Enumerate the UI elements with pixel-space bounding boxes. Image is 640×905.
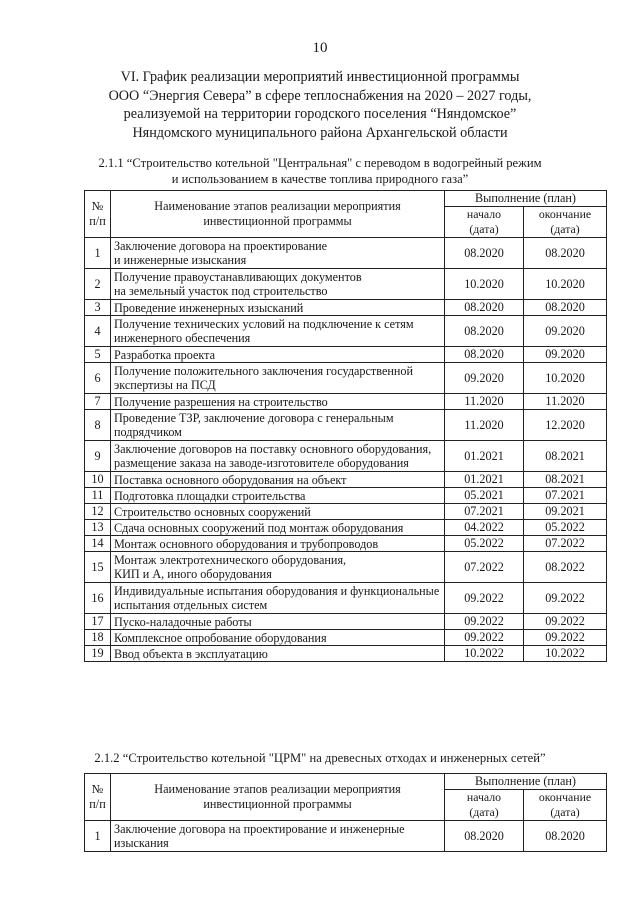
end-date: 08.2020: [524, 821, 607, 852]
stage-name: [111, 347, 445, 363]
stage-name: [111, 583, 445, 614]
row-number: 17: [85, 614, 111, 630]
start-date: 08.2020: [445, 238, 524, 269]
start-date: 09.2022: [445, 583, 524, 614]
table-row: [85, 363, 607, 394]
table-row: [85, 316, 607, 347]
start-date: 04.2022: [445, 520, 524, 536]
stage-name: [111, 316, 445, 347]
row-number: 1: [85, 238, 111, 269]
stage-name: [111, 536, 445, 552]
table-row: [85, 410, 607, 441]
row-number: 7: [85, 394, 111, 410]
end-date: 08.2021: [524, 472, 607, 488]
start-date: 05.2021: [445, 488, 524, 504]
end-date: 08.2021: [524, 441, 607, 472]
start-date: 08.2020: [445, 347, 524, 363]
end-date: 09.2020: [524, 347, 607, 363]
table-row: [85, 441, 607, 472]
start-date: 09.2020: [445, 363, 524, 394]
stage-name-line: Получение технических условий на подключение к сетям: [114, 317, 414, 331]
stage-name-line: инженерного обеспечения: [114, 331, 251, 345]
row-number: 13: [85, 520, 111, 536]
row-number: 15: [85, 552, 111, 583]
row-number: 12: [85, 504, 111, 520]
header-num: № п/п: [85, 191, 111, 238]
table-row: [85, 394, 607, 410]
header-end: окончание (дата): [524, 790, 607, 821]
section-title: [0, 68, 640, 142]
header-end: окончание (дата): [524, 207, 607, 238]
start-date: 07.2022: [445, 552, 524, 583]
stage-name-line: Заключение договора на проектирование и инженерные: [114, 822, 405, 836]
stage-name-line: Проведение инженерных изысканий: [114, 300, 304, 315]
end-date: 08.2020: [524, 238, 607, 269]
row-number: 4: [85, 316, 111, 347]
schedule-table-2-1-1: [84, 190, 607, 662]
stage-name-line: изыскания: [114, 836, 169, 850]
subtitle-line: и использованием в качестве топлива природного газа”: [171, 172, 469, 186]
row-number: 2: [85, 269, 111, 300]
stage-name: [111, 630, 445, 646]
start-date: 07.2021: [445, 504, 524, 520]
stage-name-line: Пуско-наладочные работы: [114, 614, 252, 629]
start-date: 08.2020: [445, 821, 524, 852]
start-date: 10.2020: [445, 269, 524, 300]
end-date: 05.2022: [524, 520, 607, 536]
stage-name: [111, 520, 445, 536]
table-row: [85, 269, 607, 300]
start-date: 11.2020: [445, 410, 524, 441]
row-number: 14: [85, 536, 111, 552]
row-number: 5: [85, 347, 111, 363]
start-date: 08.2020: [445, 300, 524, 316]
end-date: 08.2022: [524, 552, 607, 583]
stage-name-line: Подготовка площадки строительства: [114, 488, 306, 503]
table-row: [85, 536, 607, 552]
row-number: 16: [85, 583, 111, 614]
table-row: [85, 583, 607, 614]
stage-name-line: Монтаж электротехнического оборудования,: [114, 553, 347, 567]
subtitle-line: 2.1.1 “Строительство котельной "Центральная" с переводом в водогрейный режим: [98, 156, 542, 170]
row-number: 8: [85, 410, 111, 441]
start-date: 09.2022: [445, 630, 524, 646]
end-date: 10.2020: [524, 269, 607, 300]
stage-name-line: Заключение договоров на поставку основного оборудования,: [114, 442, 432, 456]
stage-name-line: Проведение ТЗР, заключение договора с генеральным: [114, 411, 394, 425]
header-start: начало (дата): [445, 207, 524, 238]
row-number: 19: [85, 646, 111, 662]
start-date: 10.2022: [445, 646, 524, 662]
header-execution: Выполнение (план): [445, 191, 607, 207]
stage-name: [111, 646, 445, 662]
end-date: 09.2022: [524, 630, 607, 646]
table-row: [85, 472, 607, 488]
row-number: 3: [85, 300, 111, 316]
stage-name-line: и инженерные изыскания: [114, 253, 247, 267]
stage-name-line: Комплексное опробование оборудования: [114, 630, 327, 645]
header-num: № п/п: [85, 774, 111, 821]
stage-name-line: Строительство основных сооружений: [114, 504, 311, 519]
header-start: начало (дата): [445, 790, 524, 821]
stage-name: [111, 238, 445, 269]
stage-name-line: на земельный участок под строительство: [114, 284, 328, 298]
schedule-table-2-1-2: [84, 773, 607, 852]
stage-name-line: Получение положительного заключения государственной: [114, 364, 414, 378]
row-number: 9: [85, 441, 111, 472]
title-line: Няндомского муниципального района Архангельской области: [132, 124, 508, 141]
header-stage-name: Наименование этапов реализации мероприятия инвестиционной программы: [111, 191, 445, 238]
subsection-title-2-1-2: [0, 750, 640, 766]
stage-name-line: Индивидуальные испытания оборудования и функциональные: [114, 584, 440, 598]
stage-name-line: Монтаж основного оборудования и трубопроводов: [114, 536, 379, 551]
start-date: 11.2020: [445, 394, 524, 410]
table-row: [85, 520, 607, 536]
stage-name-line: подрядчиком: [114, 425, 182, 439]
table-row: [85, 614, 607, 630]
end-date: 10.2022: [524, 646, 607, 662]
table-row: [85, 504, 607, 520]
header-stage-name: Наименование этапов реализации мероприятия инвестиционной программы: [111, 774, 445, 821]
end-date: 10.2020: [524, 363, 607, 394]
end-date: 08.2020: [524, 300, 607, 316]
stage-name-line: испытания отдельных систем: [114, 598, 268, 612]
start-date: 08.2020: [445, 316, 524, 347]
start-date: 01.2021: [445, 472, 524, 488]
table-row: [85, 821, 607, 852]
stage-name: [111, 363, 445, 394]
stage-name: [111, 472, 445, 488]
start-date: 05.2022: [445, 536, 524, 552]
end-date: 09.2021: [524, 504, 607, 520]
stage-name: [111, 614, 445, 630]
end-date: 07.2021: [524, 488, 607, 504]
stage-name-line: Получение правоустанавливающих документов: [114, 270, 362, 284]
subtitle-line: 2.1.2 “Строительство котельной "ЦРМ" на древесных отходах и инженерных сетей”: [94, 751, 546, 765]
stage-name: [111, 504, 445, 520]
end-date: 11.2020: [524, 394, 607, 410]
stage-name-line: размещение заказа на заводе-изготовителе оборудования: [114, 456, 409, 470]
end-date: 09.2022: [524, 614, 607, 630]
stage-name-line: Разработка проекта: [114, 347, 216, 362]
table-row: [85, 347, 607, 363]
stage-name-line: Сдача основных сооружений под монтаж оборудования: [114, 520, 404, 535]
stage-name: [111, 410, 445, 441]
end-date: 09.2022: [524, 583, 607, 614]
end-date: 12.2020: [524, 410, 607, 441]
table-row: [85, 238, 607, 269]
end-date: 07.2022: [524, 536, 607, 552]
title-line: VI. График реализации мероприятий инвестиционной программы: [120, 69, 520, 85]
header-execution: Выполнение (план): [445, 774, 607, 790]
table-row: [85, 488, 607, 504]
stage-name-line: Ввод объекта в эксплуатацию: [114, 646, 268, 661]
title-line: ООО “Энергия Севера” в сфере теплоснабжения на 2020 – 2027 годы,: [108, 87, 532, 104]
page-number: 10: [312, 40, 328, 56]
title-line: реализуемой на территории городского поселения “Няндомское”: [123, 106, 517, 122]
stage-name: [111, 394, 445, 410]
stage-name: [111, 488, 445, 504]
stage-name: [111, 269, 445, 300]
subsection-title-2-1-1: [0, 155, 640, 187]
stage-name: [111, 552, 445, 583]
stage-name: [111, 300, 445, 316]
start-date: 01.2021: [445, 441, 524, 472]
table-row: [85, 300, 607, 316]
row-number: 1: [85, 821, 111, 852]
end-date: 09.2020: [524, 316, 607, 347]
table-row: [85, 630, 607, 646]
table-row: [85, 552, 607, 583]
row-number: 6: [85, 363, 111, 394]
stage-name-line: КИП и А, иного оборудования: [114, 567, 272, 581]
start-date: 09.2022: [445, 614, 524, 630]
stage-name-line: Поставка основного оборудования на объект: [114, 472, 347, 487]
stage-name: [111, 441, 445, 472]
stage-name-line: Получение разрешения на строительство: [114, 394, 328, 409]
stage-name-line: экспертизы на ПСД: [114, 378, 216, 392]
row-number: 10: [85, 472, 111, 488]
table-row: [85, 646, 607, 662]
row-number: 11: [85, 488, 111, 504]
stage-name-line: Заключение договора на проектирование: [114, 239, 328, 253]
stage-name: [111, 821, 445, 852]
row-number: 18: [85, 630, 111, 646]
